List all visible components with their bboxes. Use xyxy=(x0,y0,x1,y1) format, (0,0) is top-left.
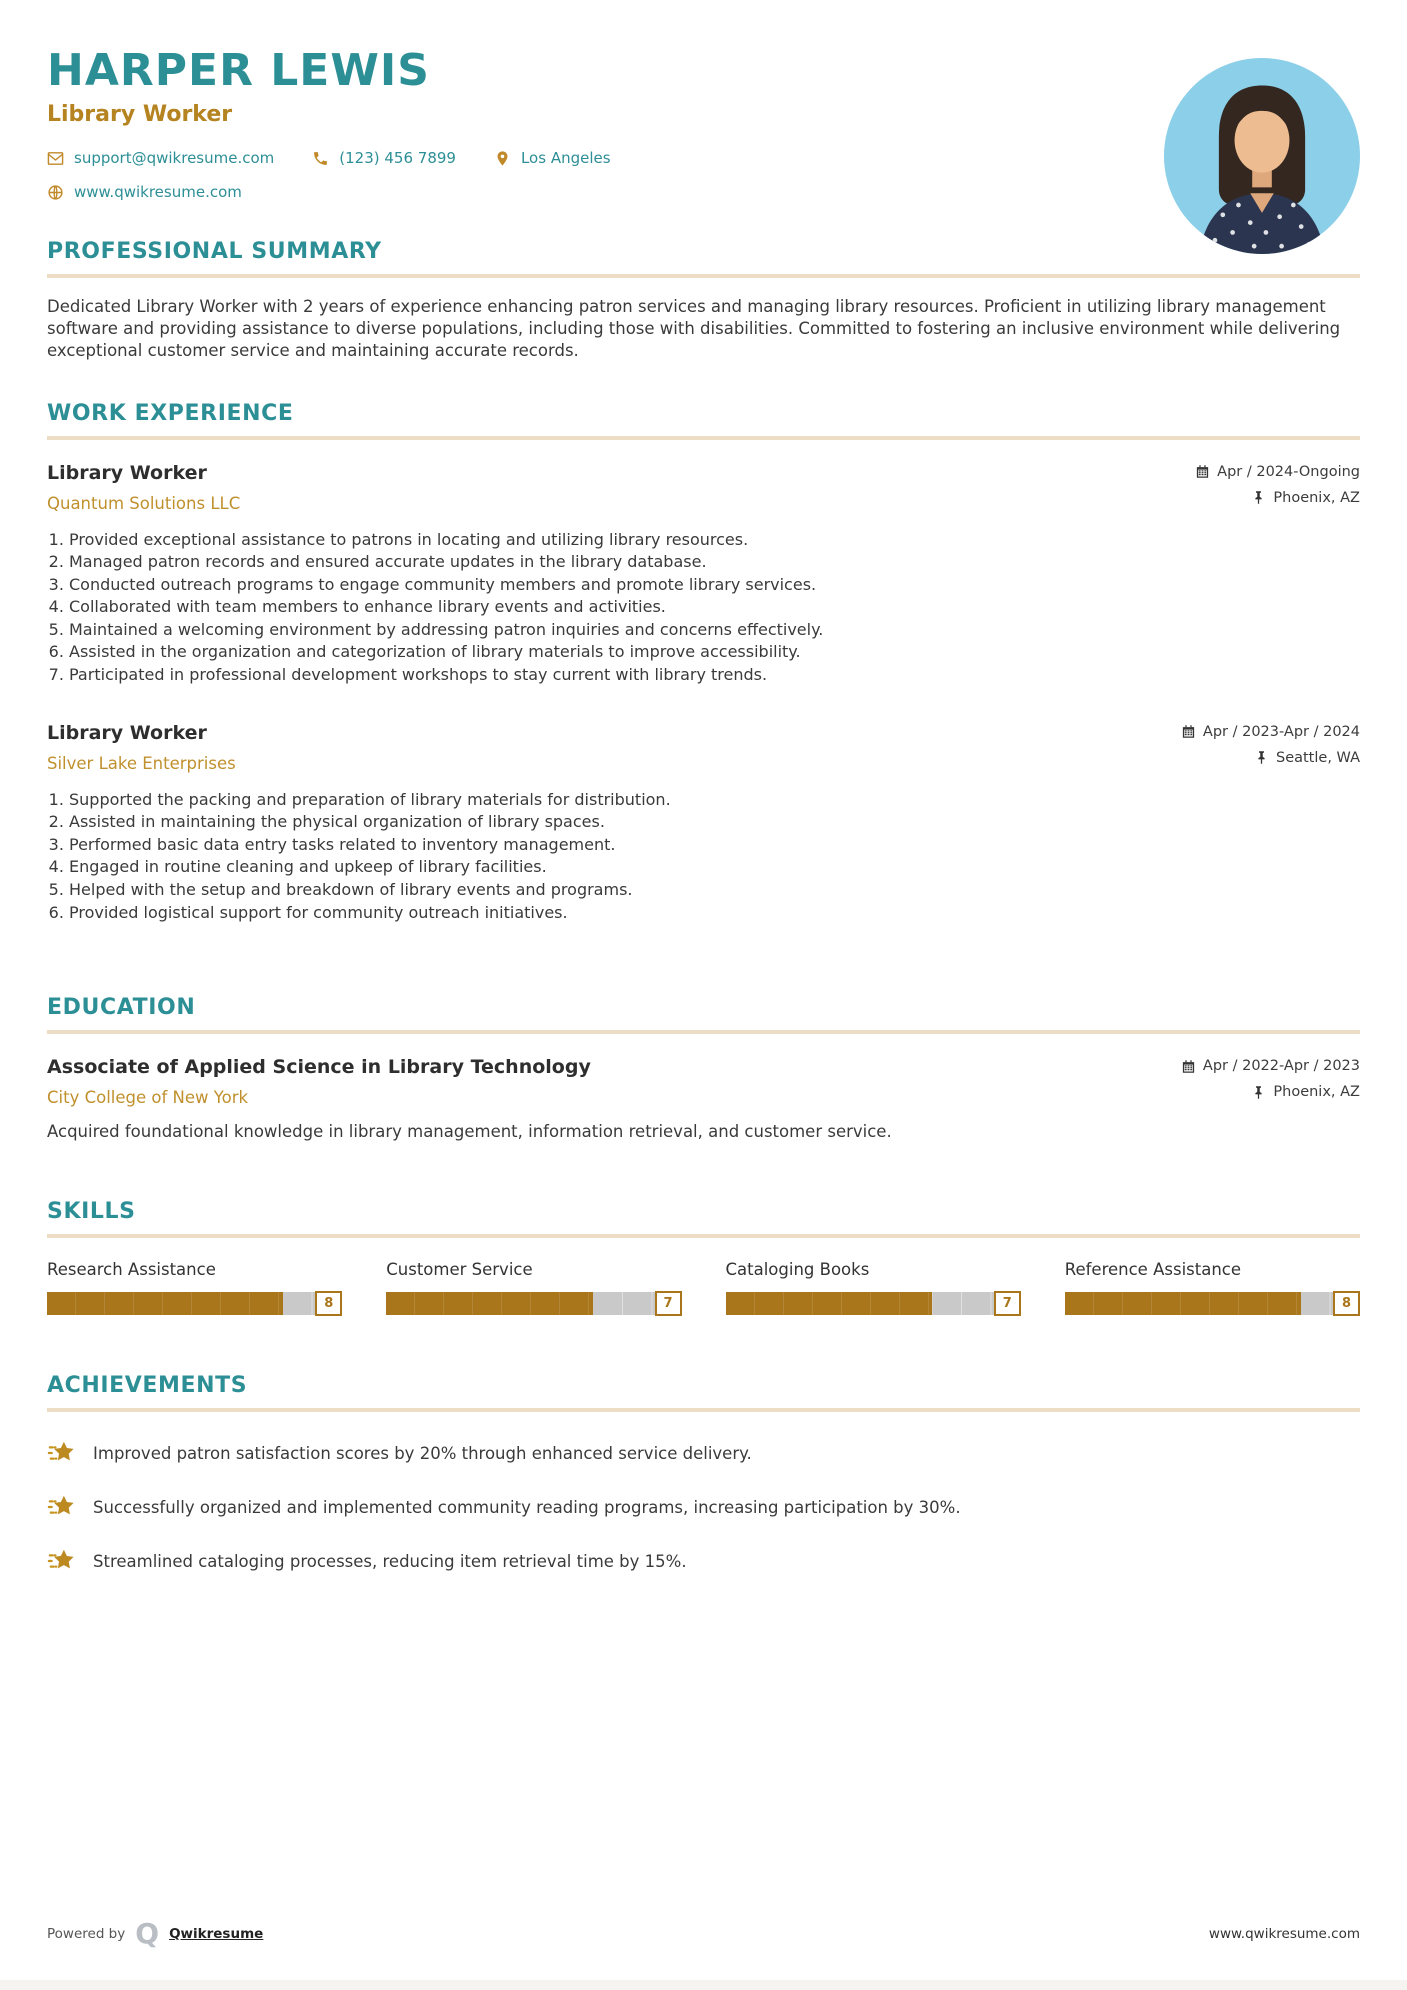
job-bullet-list xyxy=(47,529,1360,686)
section-divider xyxy=(47,436,1360,440)
job-bullet: 6. Provided logistical support for community outreach initiatives. xyxy=(69,902,1360,924)
job-title: Library Worker xyxy=(47,721,207,744)
achievements-heading: ACHIEVEMENTS xyxy=(47,1373,248,1399)
skill-research-assistance xyxy=(47,1260,342,1315)
skill-reference-assistance xyxy=(1065,1260,1360,1315)
section-divider xyxy=(47,1234,1360,1238)
education-location-line xyxy=(1181,1084,1360,1100)
job-bullet: 3. Conducted outreach programs to engage community members and promote library services. xyxy=(69,574,1360,596)
job-dates: Apr / 2024-Ongoing xyxy=(1217,463,1360,480)
skill-name: Research Assistance xyxy=(47,1260,216,1280)
map-pin-icon xyxy=(494,150,511,167)
person-name: HARPER LEWIS xyxy=(47,45,430,96)
achievement-text: Streamlined cataloging processes, reducing item retrieval time by 15%. xyxy=(93,1551,687,1571)
calendar-icon xyxy=(1181,1059,1196,1074)
qwikresume-logo-icon: Q xyxy=(135,1917,160,1950)
footer-branding xyxy=(47,1917,264,1950)
job-bullet: 4. Collaborated with team members to enhance library events and activities. xyxy=(69,596,1360,618)
job-bullet: 6. Assisted in the organization and categorization of library materials to improve accessibility. xyxy=(69,641,1360,663)
section-skills xyxy=(47,1199,1360,1315)
job-bullet: 2. Managed patron records and ensured accurate updates in the library database. xyxy=(69,551,1360,573)
calendar-icon xyxy=(1195,464,1210,479)
qwikresume-brand-link[interactable]: Qwikresume xyxy=(169,1926,264,1942)
email-link[interactable]: support@qwikresume.com xyxy=(74,149,275,168)
job-bullet: 7. Participated in professional development workshops to stay current with library trends. xyxy=(69,664,1360,686)
job-entry-1 xyxy=(47,462,1360,686)
job-company: Silver Lake Enterprises xyxy=(47,753,236,773)
skill-bar-fill xyxy=(47,1292,283,1315)
skill-name: Customer Service xyxy=(386,1260,533,1280)
job-bullet: 5. Helped with the setup and breakdown of library events and programs. xyxy=(69,879,1360,901)
skill-level-badge: 8 xyxy=(315,1291,342,1316)
job-entry-head xyxy=(47,722,1360,773)
contact-website xyxy=(47,183,242,201)
phone-link[interactable]: (123) 456 7899 xyxy=(339,149,456,168)
skill-name: Reference Assistance xyxy=(1064,1260,1242,1280)
job-title-company xyxy=(47,722,236,773)
skill-cataloging-books xyxy=(726,1260,1021,1315)
job-title-company xyxy=(47,462,240,513)
summary-text: Dedicated Library Worker with 2 years of experience enhancing patron services and managing library resources. Proficient in utilizing library management software and providing assistance to diverse populations, including those with disabilities. Committed to fostering an inclusive environment while delivering exceptional customer service and maintaining accurate records. xyxy=(47,297,1341,361)
skill-bar xyxy=(47,1292,342,1315)
achievement-text: Improved patron satisfaction scores by 20% through enhanced service delivery. xyxy=(93,1443,752,1463)
section-divider xyxy=(47,1030,1360,1034)
person-job-title: Library Worker xyxy=(47,102,233,128)
skill-bar-fill xyxy=(1065,1292,1301,1315)
achievement-text: Successfully organized and implemented community reading programs, increasing participation by 30%. xyxy=(93,1497,961,1517)
job-location-line xyxy=(1195,490,1360,506)
achievement-item xyxy=(47,1492,1360,1522)
page-bottom-edge xyxy=(0,1980,1407,1990)
education-degree: Associate of Applied Science in Library Technology xyxy=(47,1056,591,1079)
contact-row-2 xyxy=(47,183,1360,201)
job-meta xyxy=(1195,462,1360,506)
section-education xyxy=(47,995,1360,1143)
phone-icon xyxy=(312,150,329,167)
achievements-list xyxy=(47,1438,1360,1576)
section-professional-summary xyxy=(47,239,1360,362)
experience-heading: WORK EXPERIENCE xyxy=(47,400,294,426)
skill-bar xyxy=(1065,1292,1360,1315)
education-school: City College of New York xyxy=(47,1088,249,1108)
star-badge-icon xyxy=(47,1546,77,1576)
education-entry-head xyxy=(47,1056,1360,1107)
header xyxy=(47,45,1360,202)
section-achievements xyxy=(47,1373,1360,1576)
section-divider xyxy=(47,1408,1360,1412)
star-badge-icon xyxy=(47,1438,77,1468)
achievement-item xyxy=(47,1438,1360,1468)
contact-email xyxy=(47,149,274,167)
job-bullet: 2. Assisted in maintaining the physical organization of library spaces. xyxy=(69,811,1360,833)
website-link[interactable]: www.qwikresume.com xyxy=(74,183,242,202)
job-dates: Apr / 2023-Apr / 2024 xyxy=(1202,723,1360,740)
skill-level-badge: 7 xyxy=(655,1291,682,1316)
job-bullet-list xyxy=(47,789,1360,924)
education-heading: EDUCATION xyxy=(47,995,196,1021)
pushpin-icon xyxy=(1251,1085,1266,1100)
footer-website-link[interactable]: www.qwikresume.com xyxy=(1208,1926,1360,1942)
section-work-experience xyxy=(47,401,1360,924)
skill-level-badge: 8 xyxy=(1333,1291,1360,1316)
skill-name: Cataloging Books xyxy=(725,1260,870,1280)
powered-by-label: Powered by xyxy=(47,1926,126,1942)
education-degree-school xyxy=(47,1056,591,1107)
envelope-icon xyxy=(47,150,64,167)
education-entry xyxy=(47,1056,1360,1143)
job-bullet: 3. Performed basic data entry tasks related to inventory management. xyxy=(69,834,1360,856)
skill-bar-fill xyxy=(386,1292,593,1315)
job-bullet: 1. Provided exceptional assistance to patrons in locating and utilizing library resources. xyxy=(69,529,1360,551)
education-location: Phoenix, AZ xyxy=(1273,1084,1360,1101)
avatar xyxy=(1164,58,1360,254)
job-bullet: 5. Maintained a welcoming environment by addressing patron inquiries and concerns effectively. xyxy=(69,619,1360,641)
location-text: Los Angeles xyxy=(520,149,611,168)
job-bullet: 1. Supported the packing and preparation of library materials for distribution. xyxy=(69,789,1360,811)
globe-icon xyxy=(47,184,64,201)
education-dates-line xyxy=(1181,1058,1360,1074)
pushpin-icon xyxy=(1254,750,1269,765)
job-dates-line xyxy=(1195,464,1360,480)
job-meta xyxy=(1181,722,1360,766)
section-divider xyxy=(47,274,1360,278)
job-entry-head xyxy=(47,462,1360,513)
education-description: Acquired foundational knowledge in library management, information retrieval, and customer service. xyxy=(47,1122,892,1142)
skills-heading: SKILLS xyxy=(47,1199,136,1225)
skill-level-badge: 7 xyxy=(994,1291,1021,1316)
job-location: Seattle, WA xyxy=(1275,749,1360,766)
education-meta xyxy=(1181,1056,1360,1100)
skill-bar xyxy=(726,1292,1021,1315)
star-badge-icon xyxy=(47,1492,77,1522)
achievement-item xyxy=(47,1546,1360,1576)
skill-bar xyxy=(386,1292,681,1315)
job-company: Quantum Solutions LLC xyxy=(47,493,241,513)
contact-location xyxy=(494,149,611,167)
summary-heading: PROFESSIONAL SUMMARY xyxy=(47,239,382,265)
pushpin-icon xyxy=(1251,490,1266,505)
skill-customer-service xyxy=(386,1260,681,1315)
job-entry-2 xyxy=(47,722,1360,924)
education-dates: Apr / 2022-Apr / 2023 xyxy=(1202,1058,1360,1075)
job-title: Library Worker xyxy=(47,461,207,484)
avatar-illustration xyxy=(1164,58,1360,254)
calendar-icon xyxy=(1181,724,1196,739)
footer xyxy=(47,1917,1360,1950)
job-location: Phoenix, AZ xyxy=(1273,489,1360,506)
skill-bar-fill xyxy=(726,1292,933,1315)
skills-grid xyxy=(47,1260,1360,1315)
job-dates-line xyxy=(1181,724,1360,740)
job-location-line xyxy=(1181,750,1360,766)
job-bullet: 4. Engaged in routine cleaning and upkeep of library facilities. xyxy=(69,856,1360,878)
contact-phone xyxy=(312,149,456,167)
